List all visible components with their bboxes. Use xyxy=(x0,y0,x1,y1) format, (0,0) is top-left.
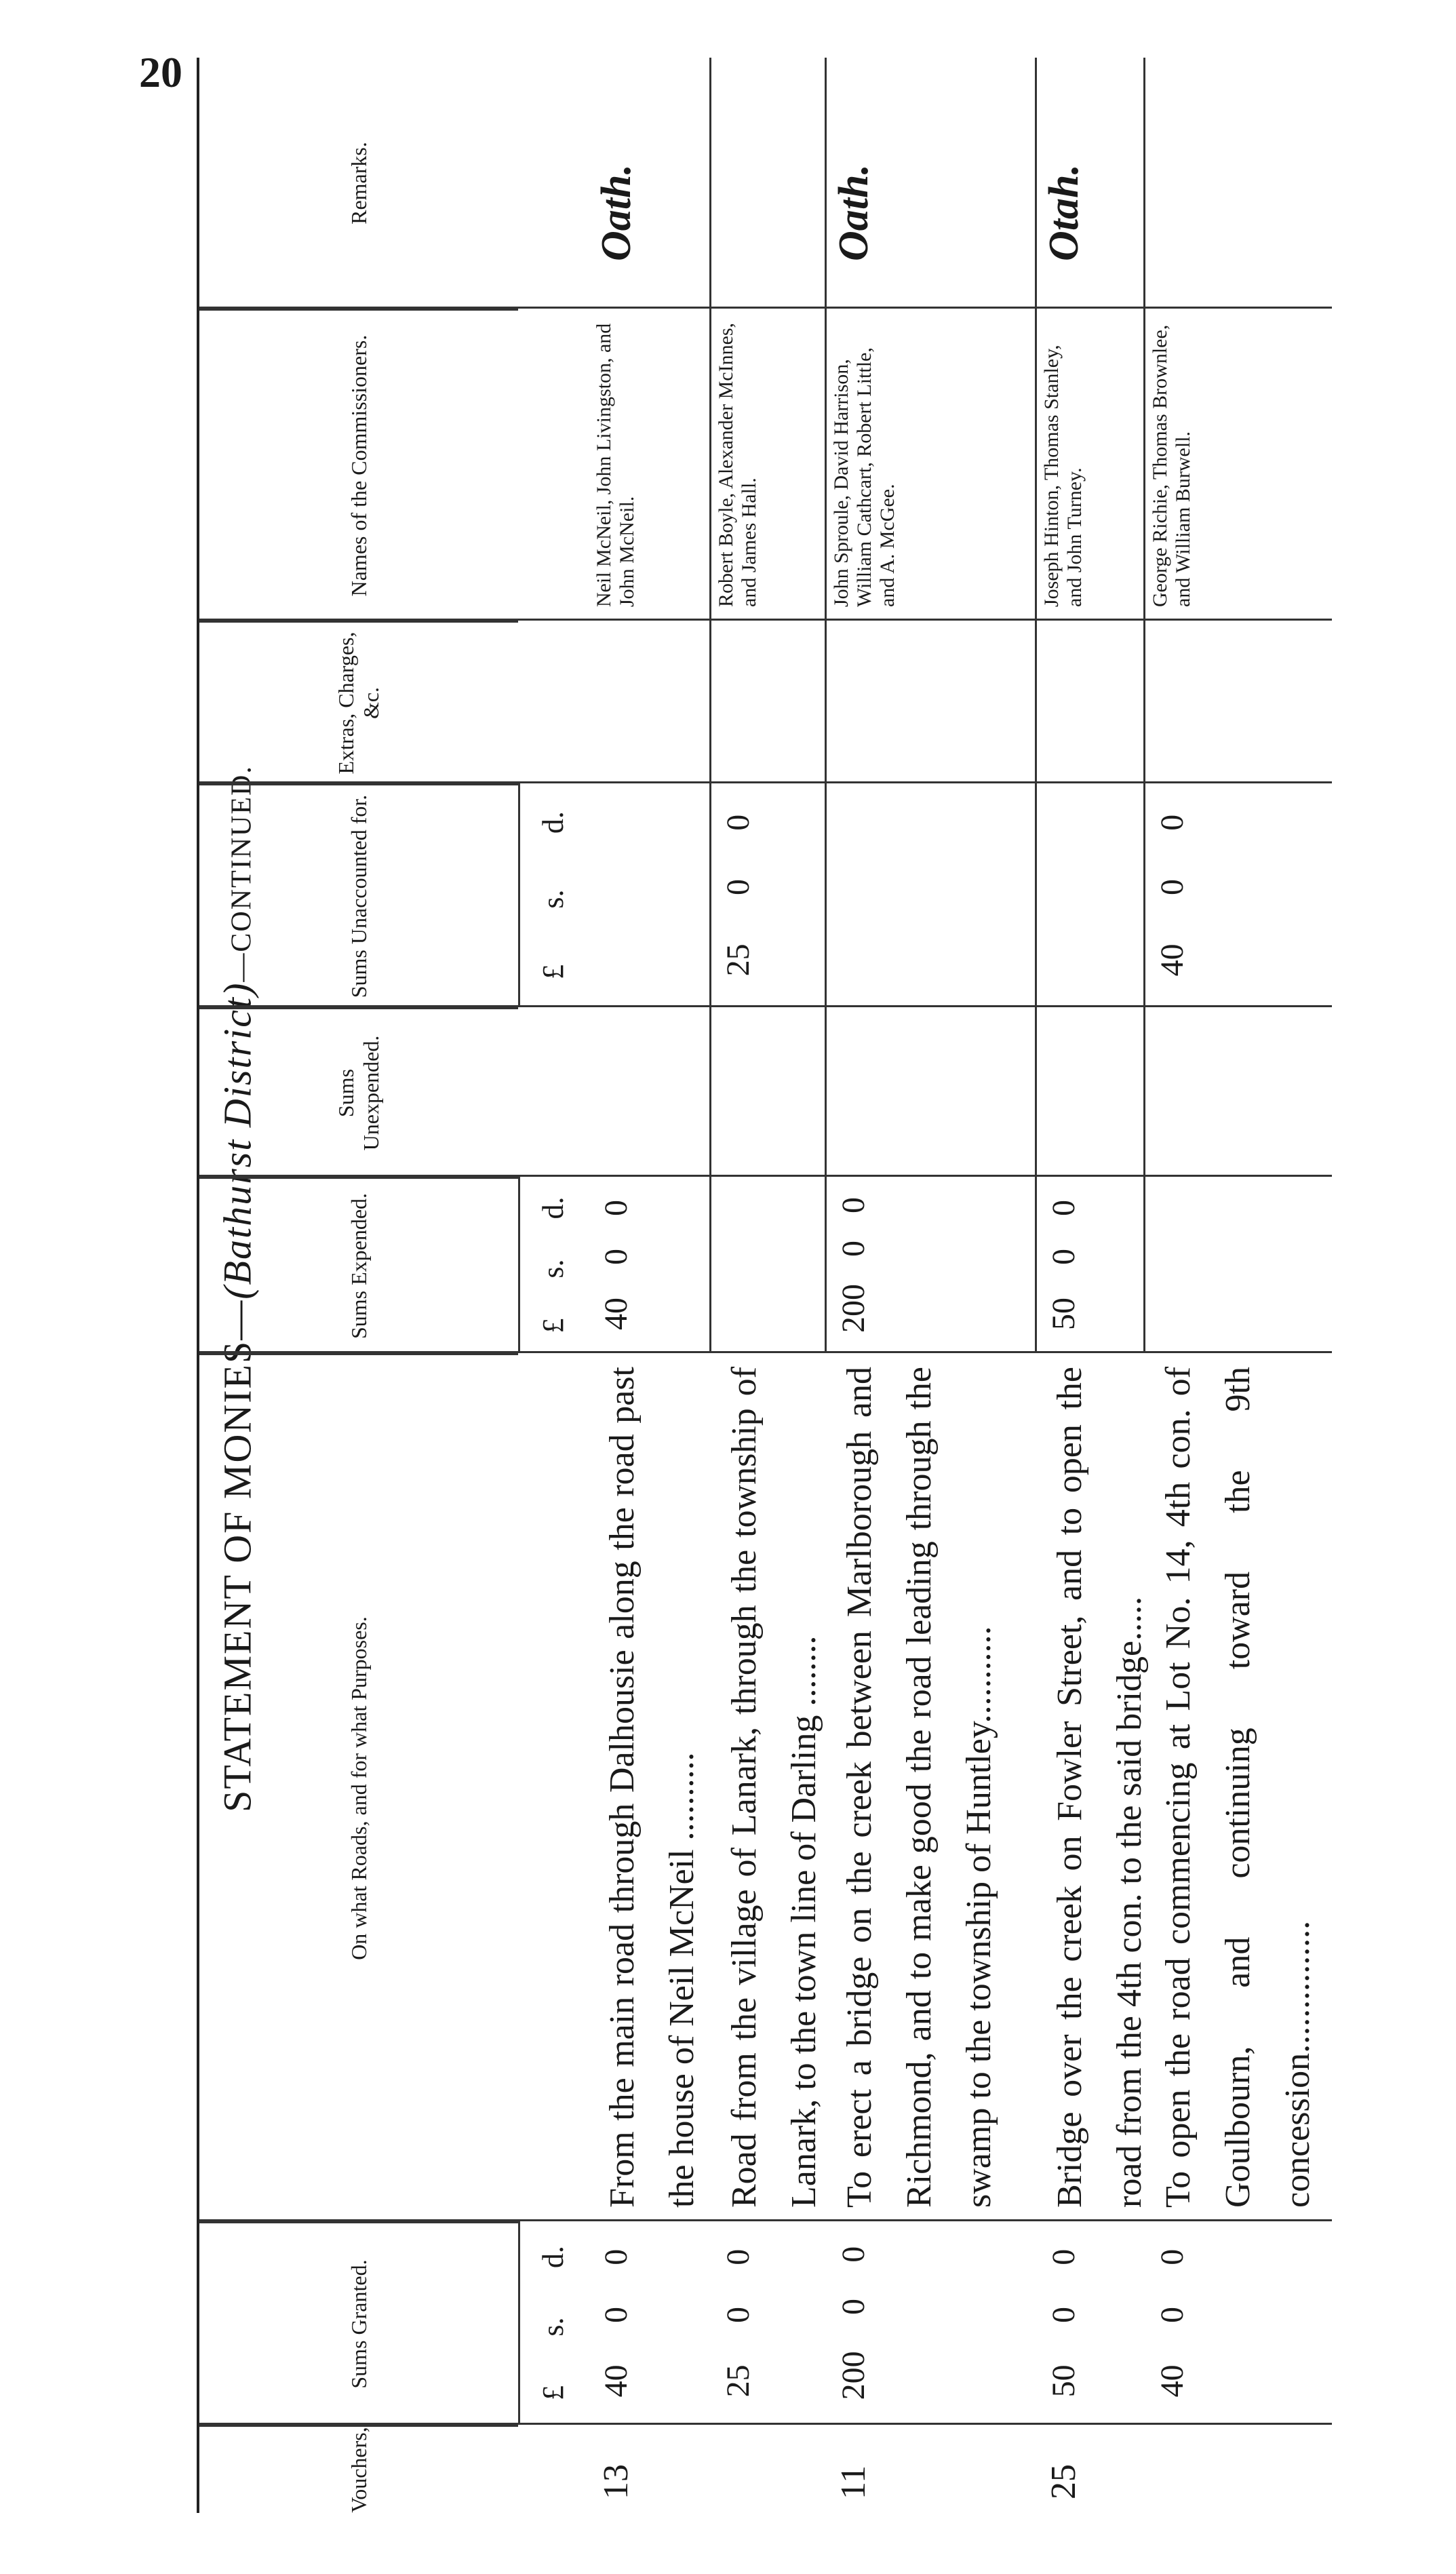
units-unaccounted xyxy=(518,783,586,1007)
commissioner-names: John Sproule, David Harrison, William Cathcart, Robert Little, and A. McGee. xyxy=(830,347,899,607)
purpose-text: From the main road through Dalhousie along the road past the house of Neil McNeil .......... xyxy=(603,1367,701,2208)
purpose-text: To erect a bridge on the creek between Marlborough and Richmond, and to make good the road leading through the swamp to the township of Huntley........... xyxy=(840,1367,998,2208)
header-sums-unexpended: Sums Unexpended. xyxy=(199,1007,518,1177)
commissioner-names: Robert Boyle, Alexander McInnes, and James Hall. xyxy=(715,322,760,607)
header-extras: Extras, Charges, &c. xyxy=(199,621,518,783)
unaccounted-pounds: 40 xyxy=(1154,943,1190,977)
row-divider xyxy=(709,58,711,1353)
commissioner-names: Joseph Hinton, Thomas Stanley, and John Turney. xyxy=(1040,345,1086,607)
statement-table xyxy=(197,58,1329,2513)
header-vouchers: Vouchers, xyxy=(199,2425,518,2513)
granted-pounds: 40 xyxy=(1154,2364,1190,2398)
row-divider xyxy=(1035,58,1037,1353)
granted-shillings: 0 xyxy=(1154,2307,1190,2324)
remark-text: Oath. xyxy=(593,164,640,261)
expended-shillings: 0 xyxy=(598,1249,634,1265)
commissioner-names: George Richie, Thomas Brownlee, and William Burwell. xyxy=(1149,324,1194,607)
granted-pounds: 25 xyxy=(720,2364,756,2398)
table-row xyxy=(1149,58,1318,2513)
purpose-text: To open the road commencing at Lot No. 14, 4th con. of Goulbourn, and continuing toward the 9th concession............... xyxy=(1159,1367,1317,2208)
table-row xyxy=(715,58,830,2513)
unaccounted-pence: 0 xyxy=(1154,814,1190,831)
header-sums-granted: Sums Granted. xyxy=(199,2221,518,2425)
unaccounted-pence: 0 xyxy=(720,814,756,831)
expended-pounds: 200 xyxy=(835,1284,871,1333)
header-sums-expended: Sums Expended. xyxy=(199,1177,518,1353)
expended-pounds: 40 xyxy=(598,1298,634,1330)
sum-unaccounted xyxy=(715,790,762,1000)
unaccounted-shillings: 0 xyxy=(720,879,756,896)
header-purposes: On what Roads, and for what Purposes. xyxy=(199,1353,518,2221)
expended-shillings: 0 xyxy=(1046,1249,1082,1265)
granted-pence: 0 xyxy=(1154,2248,1190,2265)
voucher-number: 11 xyxy=(834,2465,873,2499)
expended-pence: 0 xyxy=(1046,1200,1082,1216)
table-row xyxy=(593,58,715,2513)
unit-pound: £ xyxy=(536,1318,570,1333)
expended-shillings: 0 xyxy=(835,1241,871,1257)
granted-shillings: 0 xyxy=(598,2307,634,2324)
purpose-text: Road from the village of Lanark, through the township of Lanark, to the town line of Darling ........ xyxy=(725,1367,823,2208)
voucher-number: 13 xyxy=(597,2464,635,2499)
granted-pence: 0 xyxy=(720,2248,756,2265)
sum-granted xyxy=(715,2228,762,2418)
units-expended xyxy=(518,1177,586,1353)
remark-text: Oath. xyxy=(831,164,877,261)
expended-pence: 0 xyxy=(598,1200,634,1216)
title-continued: —CONTINUED. xyxy=(226,765,258,982)
granted-pounds: 200 xyxy=(835,2351,871,2400)
granted-pounds: 50 xyxy=(1046,2364,1082,2398)
sum-unaccounted xyxy=(1149,790,1196,1000)
commissioner-names: Neil McNeil, John Livingston, and John McNeil. xyxy=(593,323,638,607)
voucher-number: 25 xyxy=(1044,2464,1083,2499)
unaccounted-pounds: 25 xyxy=(720,943,756,977)
granted-pence: 0 xyxy=(835,2246,871,2263)
unit-shilling: s. xyxy=(536,889,570,909)
unit-pound: £ xyxy=(536,2385,570,2400)
header-remarks: Remarks. xyxy=(346,142,371,225)
unit-pence: d. xyxy=(536,1196,570,1220)
purpose-text: Bridge over the creek on Fowler Street, and to open the road from the 4th con. to the said bridge..... xyxy=(1050,1367,1149,2208)
table-row xyxy=(830,58,1040,2513)
unit-shilling: s. xyxy=(536,1259,570,1279)
table-row xyxy=(1040,58,1149,2513)
sum-expended xyxy=(1040,1184,1088,1346)
header-sums-unaccounted: Sums Unaccounted for. xyxy=(199,783,518,1007)
sum-expended xyxy=(593,1184,640,1346)
expended-pence: 0 xyxy=(835,1197,871,1213)
sum-granted xyxy=(1149,2228,1196,2418)
sum-granted xyxy=(593,2228,640,2418)
unit-pound: £ xyxy=(536,964,570,979)
unit-pence: d. xyxy=(536,811,570,834)
remark-text: Otah. xyxy=(1041,164,1087,261)
title-district: (Bathurst District) xyxy=(215,981,260,1300)
header-commissioners: Names of the Commissioners. xyxy=(199,309,518,621)
sum-expended xyxy=(830,1184,878,1346)
title-main: STATEMENT OF MONIES— xyxy=(215,1299,260,1812)
unit-shilling: s. xyxy=(536,2317,570,2337)
unit-pence: d. xyxy=(536,2246,570,2269)
granted-pence: 0 xyxy=(598,2248,634,2265)
unaccounted-shillings: 0 xyxy=(1154,879,1190,896)
page-number: 20 xyxy=(139,48,182,96)
expended-pounds: 50 xyxy=(1046,1298,1082,1330)
granted-pence: 0 xyxy=(1046,2248,1082,2265)
row-divider xyxy=(1143,58,1145,1353)
units-granted xyxy=(518,2221,586,2425)
granted-shillings: 0 xyxy=(720,2307,756,2324)
row-divider xyxy=(825,58,827,1353)
granted-shillings: 0 xyxy=(1046,2307,1082,2324)
granted-pounds: 40 xyxy=(598,2364,634,2398)
sum-granted xyxy=(830,2228,878,2418)
sum-granted xyxy=(1040,2228,1088,2418)
granted-shillings: 0 xyxy=(835,2299,871,2316)
